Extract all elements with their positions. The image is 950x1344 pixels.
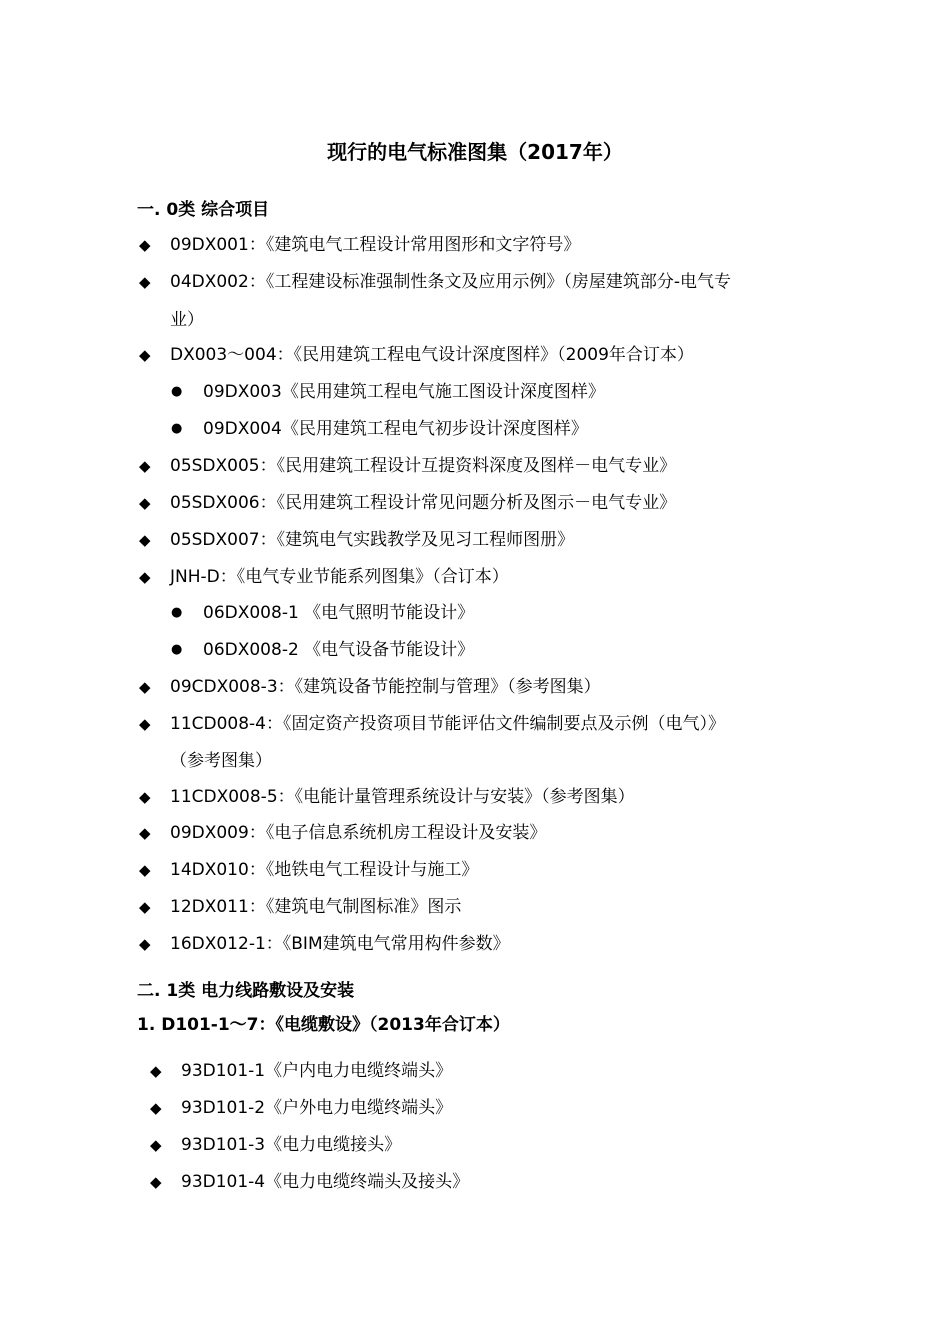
list-item: DX003～004：《民用建筑工程电气设计深度图样》（2009年合订本） [170,345,694,365]
list-item: 93D101-2《户外电力电缆终端头》 [181,1098,453,1118]
diamond-bullet-icon: ◆ [150,1062,162,1080]
list-item-continuation: （参考图集） [170,751,272,771]
diamond-bullet-icon: ◆ [139,824,151,842]
list-item: 93D101-1《户内电力电缆终端头》 [181,1061,453,1081]
dot-bullet-icon: ● [171,384,183,399]
diamond-bullet-icon: ◆ [139,346,151,364]
dot-bullet-icon: ● [171,642,183,657]
list-item: 04DX002：《工程建设标准强制性条文及应用示例》（房屋建筑部分-电气专 [170,272,731,292]
sub-list-item: 06DX008-1 《电气照明节能设计》 [203,603,475,623]
list-item-continuation: 业） [170,310,204,330]
diamond-bullet-icon: ◆ [139,898,151,916]
diamond-bullet-icon: ◆ [139,457,151,475]
diamond-bullet-icon: ◆ [150,1136,162,1154]
diamond-bullet-icon: ◆ [150,1173,162,1191]
list-item: 11CDX008-5：《电能计量管理系统设计与安装》（参考图集） [170,787,635,807]
diamond-bullet-icon: ◆ [139,494,151,512]
list-item: 12DX011：《建筑电气制图标准》图示 [170,897,462,917]
section-heading-1: 二. 1类 电力线路敷设及安装 [137,981,355,1001]
diamond-bullet-icon: ◆ [139,273,151,291]
list-item: 05SDX007：《建筑电气实践教学及见习工程师图册》 [170,530,575,550]
diamond-bullet-icon: ◆ [139,531,151,549]
list-item: 93D101-3《电力电缆接头》 [181,1135,402,1155]
list-item: 16DX012-1：《BIM建筑电气常用构件参数》 [170,934,510,954]
list-item: 05SDX006：《民用建筑工程设计常见问题分析及图示－电气专业》 [170,493,677,513]
diamond-bullet-icon: ◆ [139,715,151,733]
sub-list-item: 09DX003《民用建筑工程电气施工图设计深度图样》 [203,382,605,402]
list-item: 93D101-4《电力电缆终端头及接头》 [181,1172,470,1192]
sub-list-item: 06DX008-2 《电气设备节能设计》 [203,640,475,660]
diamond-bullet-icon: ◆ [139,678,151,696]
sub-list-item: 09DX004《民用建筑工程电气初步设计深度图样》 [203,419,588,439]
list-item: 14DX010：《地铁电气工程设计与施工》 [170,860,479,880]
diamond-bullet-icon: ◆ [139,236,151,254]
list-item: 09DX009：《电子信息系统机房工程设计及安装》 [170,823,547,843]
diamond-bullet-icon: ◆ [139,861,151,879]
list-item: JNH-D：《电气专业节能系列图集》（合订本） [170,567,509,587]
list-item: 11CD008-4：《固定资产投资项目节能评估文件编制要点及示例（电气）》 [170,714,725,734]
diamond-bullet-icon: ◆ [150,1099,162,1117]
list-item: 09DX001：《建筑电气工程设计常用图形和文字符号》 [170,235,581,255]
diamond-bullet-icon: ◆ [139,568,151,586]
dot-bullet-icon: ● [171,605,183,620]
diamond-bullet-icon: ◆ [139,788,151,806]
dot-bullet-icon: ● [171,421,183,436]
page-title: 现行的电气标准图集（2017年） [327,140,623,164]
diamond-bullet-icon: ◆ [139,935,151,953]
section-heading-0: 一. 0类 综合项目 [137,200,270,220]
list-item: 05SDX005：《民用建筑工程设计互提资料深度及图样－电气专业》 [170,456,677,476]
section-subheading: 1. D101-1～7：《电缆敷设》（2013年合订本） [137,1015,510,1035]
list-item: 09CDX008-3：《建筑设备节能控制与管理》（参考图集） [170,677,601,697]
